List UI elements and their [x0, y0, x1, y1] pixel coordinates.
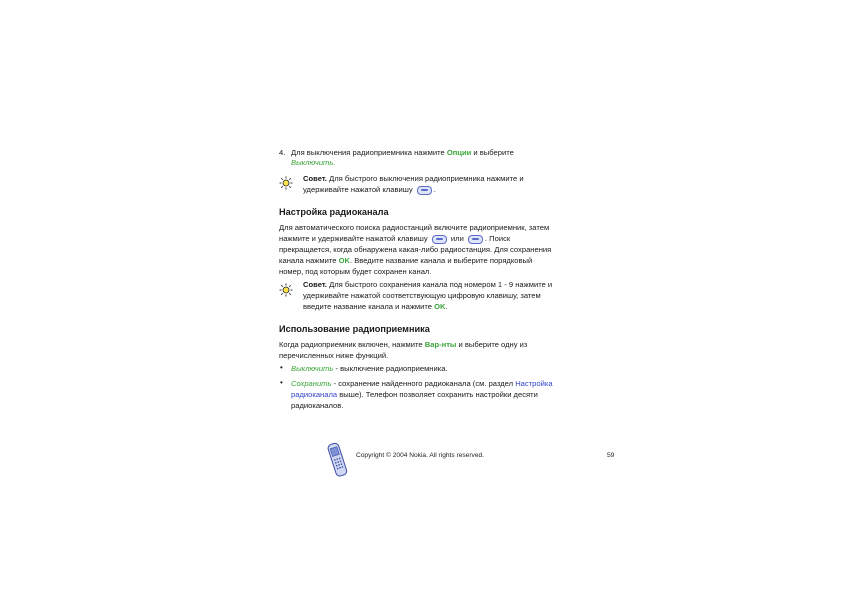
tip1-line1: Совет. Для быстрого выключения радиоприемника нажмите и: [303, 174, 524, 183]
bullet-item-save-line2: радиоканала выше). Телефон позволяет сохранить настройки десяти: [291, 390, 538, 399]
section1-line5: номер, под которым будет сохранен канал.: [279, 267, 432, 276]
bullet-marker: •: [280, 363, 283, 372]
link-tuning-section-cont[interactable]: радиоканала: [291, 390, 338, 399]
scroll-left-key-icon: [432, 235, 447, 244]
section1-line4: канала нажмите OK. Введите название канала и выберите порядковый: [279, 256, 533, 265]
section1-line1: Для автоматического поиска радиостанций включите радиоприемник, затем: [279, 223, 550, 232]
tip2-line3: введите название канала и нажмите OK.: [303, 302, 448, 311]
bullet-item-save-line1: Сохранить - сохранение найденного радиоканала (см. раздел Настройка: [291, 379, 553, 388]
bullet-item-off: Выключить - выключение радиоприемника.: [291, 364, 448, 373]
section2-line2: перечисленных ниже функций.: [279, 351, 389, 360]
tip2-line2: удерживайте нажатой соответствующую цифровую клавишу, затем: [303, 291, 541, 300]
step-number: 4.: [279, 148, 286, 157]
section1-line2: нажмите и удерживайте нажатой клавишу или . Поиск: [279, 234, 511, 243]
tip2-line1: Совет. Для быстрого сохранения канала под номером 1 - 9 нажмите и: [303, 280, 553, 289]
tip1-line2: удерживайте нажатой клавишу .: [303, 185, 436, 194]
section-heading-tuning: Настройка радиоканала: [279, 207, 389, 217]
step4-line2: Выключить.: [291, 158, 336, 167]
section-heading-usage: Использование радиоприемника: [279, 324, 430, 334]
lightbulb-tip-icon: [279, 176, 293, 190]
copyright-notice: Copyright © 2004 Nokia. All rights reserved.: [356, 452, 485, 459]
options-softkey-label: Опции: [446, 148, 472, 157]
scroll-right-key-icon: [468, 235, 483, 244]
phone-logo-icon: [326, 441, 350, 479]
lightbulb-tip-icon: [279, 283, 293, 297]
section1-line3: прекращается, когда обнаружена какая-либо радиостанция. Для сохранения: [279, 245, 552, 254]
page-number: 59: [607, 452, 615, 459]
step4-line1: Для выключения радиоприемника нажмите Опции и выберите: [291, 148, 514, 157]
bullet-marker: •: [280, 378, 283, 387]
link-tuning-section[interactable]: Настройка: [515, 379, 553, 388]
clear-key-icon: [417, 186, 432, 195]
bullet-item-save-line3: радиоканалов.: [291, 401, 344, 410]
section2-line1: Когда радиоприемник включен, нажмите Вар-нты и выберите одну из: [279, 340, 528, 349]
